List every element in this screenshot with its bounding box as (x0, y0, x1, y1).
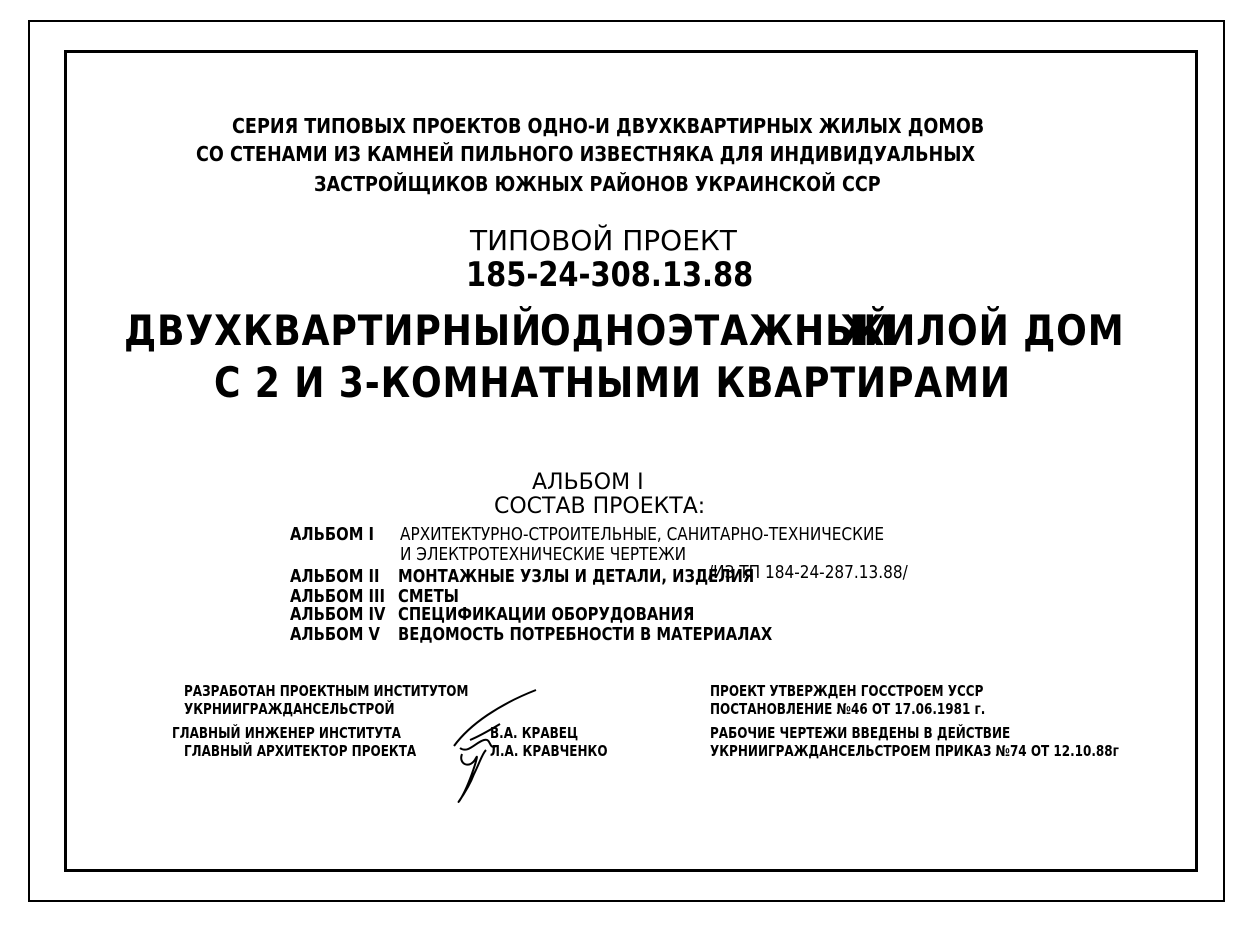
album-text-2: МОНТАЖНЫЕ УЗЛЫ И ДЕТАЛИ, ИЗДЕЛИЯ (398, 566, 755, 587)
developer-line-1: РАЗРАБОТАН ПРОЕКТНЫМ ИНСТИТУТОМ (184, 682, 469, 700)
enactment-line-1: РАБОЧИЕ ЧЕРТЕЖИ ВВЕДЕНЫ В ДЕЙСТВИЕ (710, 724, 1011, 742)
chief-architect-name: Л.А. КРАВЧЕНКО (490, 742, 608, 760)
approval-line-1: ПРОЕКТ УТВЕРЖДЕН ГОССТРОЕМ УССР (710, 682, 984, 700)
series-line-1: СЕРИЯ ТИПОВЫХ ПРОЕКТОВ ОДНО-И ДВУХКВАРТИРНЫХ ЖИЛЫХ ДОМОВ (232, 114, 985, 138)
title-line-2: С 2 И 3-КОМНАТНЫМИ КВАРТИРАМИ (214, 358, 1012, 407)
project-label: ТИПОВОЙ ПРОЕКТ (470, 224, 737, 257)
album-text-5: ВЕДОМОСТЬ ПОТРЕБНОСТИ В МАТЕРИАЛАХ (398, 624, 773, 645)
album-key-1: АЛЬБОМ I (290, 524, 375, 545)
chief-architect-role: ГЛАВНЫЙ АРХИТЕКТОР ПРОЕКТА (184, 742, 417, 760)
chief-engineer-role: ГЛАВНЫЙ ИНЖЕНЕР ИНСТИТУТА (172, 724, 401, 742)
album-key-4: АЛЬБОМ IV (290, 604, 386, 625)
title-word-3: ЖИЛОЙ ДОМ (840, 306, 1125, 355)
series-line-2: СО СТЕНАМИ ИЗ КАМНЕЙ ПИЛЬНОГО ИЗВЕСТНЯКА ДЛЯ ИНДИВИДУАЛЬНЫХ (196, 142, 976, 166)
album-key-2: АЛЬБОМ II (290, 566, 380, 587)
title-word-2: ОДНОЭТАЖНЫЙ (540, 306, 895, 355)
approval-line-2: ПОСТАНОВЛЕНИЕ №46 ОТ 17.06.1981 г. (710, 700, 986, 718)
composition-heading: СОСТАВ ПРОЕКТА: (494, 494, 706, 519)
developer-line-2: УКРНИИГРАЖДАНСЕЛЬСТРОЙ (184, 700, 395, 718)
project-number: 185-24-308.13.88 (466, 255, 754, 295)
album-extra-2: /ИЗ ТП 184-24-287.13.88/ (708, 562, 908, 583)
signature-image (440, 684, 550, 814)
album-text-3: СМЕТЫ (398, 586, 459, 607)
album-key-5: АЛЬБОМ V (290, 624, 380, 645)
album-text-4: СПЕЦИФИКАЦИИ ОБОРУДОВАНИЯ (398, 604, 695, 625)
enactment-line-2: УКРНИИГРАЖДАНСЕЛЬСТРОЕМ ПРИКАЗ №74 ОТ 12.10.88г (710, 742, 1119, 760)
album-key-3: АЛЬБОМ III (290, 586, 386, 607)
album-text-1b: И ЭЛЕКТРОТЕХНИЧЕСКИЕ ЧЕРТЕЖИ (400, 544, 687, 565)
album-heading: АЛЬБОМ I (532, 470, 644, 495)
chief-engineer-name: В.А. КРАВЕЦ (490, 724, 579, 742)
album-text-1: АРХИТЕКТУРНО-СТРОИТЕЛЬНЫЕ, САНИТАРНО-ТЕХНИЧЕСКИЕ (400, 524, 885, 545)
title-word-1: ДВУХКВАРТИРНЫЙ (124, 306, 543, 355)
series-line-3: ЗАСТРОЙЩИКОВ ЮЖНЫХ РАЙОНОВ УКРАИНСКОЙ ССР (314, 172, 881, 196)
